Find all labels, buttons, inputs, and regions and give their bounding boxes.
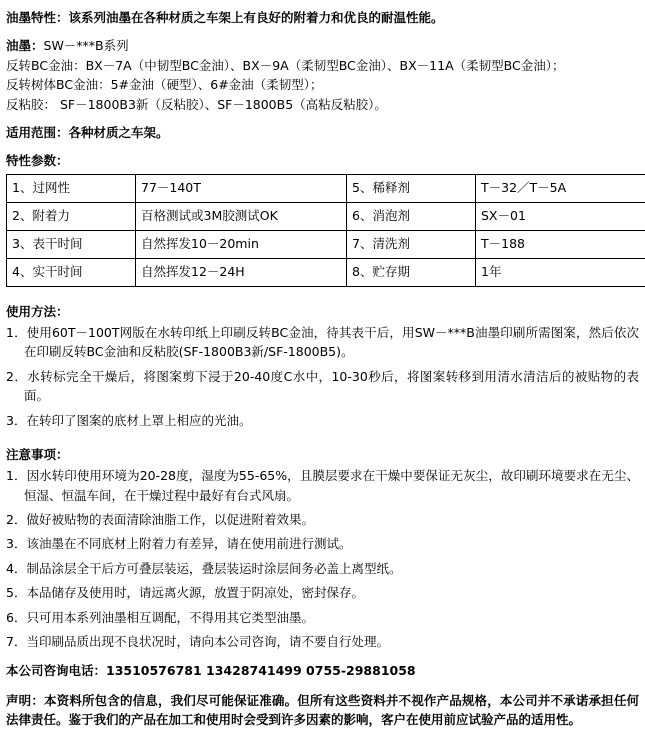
notes-heading: 注意事项： (6, 446, 69, 462)
param-name-2: 2、附着力 (7, 202, 136, 230)
scope-section (6, 123, 639, 142)
param-name-1: 1、过网性 (7, 174, 136, 202)
ink-series: SW－***B系列 (43, 38, 129, 54)
param-value-5: T－32／T－5A (476, 174, 645, 202)
ink-section (6, 36, 639, 114)
param-value-8: 1年 (476, 258, 645, 286)
usage-item-3: 3．在转印了图案的底材上罩上相应的光油。 (6, 412, 252, 428)
usage-section (6, 302, 639, 430)
param-name-8: 8、贮存期 (347, 258, 476, 286)
param-name-6: 6、消泡剂 (347, 202, 476, 230)
params-table (6, 174, 645, 287)
ink-line-2: 反转树体BC金油：5#金油（硬型）、6#金油（柔韧型）； (6, 77, 323, 93)
param-name-4: 4、实干时间 (7, 258, 136, 286)
param-name-3: 3、表干时间 (7, 230, 136, 258)
param-value-1: 77－140T (136, 174, 347, 202)
declaration-heading: 声明： (6, 692, 44, 708)
usage-item-1: 1．使用60T－100T网版在水转印纸上印刷反转BC金油，待其表干后，用SW－***B油墨印刷所需图案，然后依次在印刷反转BC金油和反粘胶(SF-1800B3新/SF-1800B5)。 (6, 325, 639, 360)
notes-item-6: 6．只可用本系列油墨相互调配，不得用其它类型油墨。 (6, 609, 314, 625)
usage-heading: 使用方法： (6, 303, 69, 319)
ink-line-1: 反转BC金油：BX－7A（中韧型BC金油）、BX－9A（柔韧型BC金油）、BX－11A（柔韧型BC金油）； (6, 57, 565, 73)
params-heading: 特性参数： (6, 153, 69, 169)
param-name-5: 5、稀释剂 (347, 174, 476, 202)
param-value-3: 自然挥发10－20min (136, 230, 347, 258)
scope-heading: 适用范围：各种材质之车架。 (6, 124, 169, 140)
declaration-text: 本资料所包含的信息，我们尽可能保证准确。但所有这些资料并不视作产品规格，本公司并不承诺承担任何法律责任。鉴于我们的产品在加工和使用时会受到许多因素的影响，客户在使用前应试验产品的适用性。 (6, 692, 639, 727)
param-value-4: 自然挥发12－24H (136, 258, 347, 286)
param-value-6: SX－01 (476, 202, 645, 230)
notes-item-5: 5．本品储存及使用时，请远离火源，放置于阴凉处，密封保存。 (6, 585, 364, 601)
params-section (6, 151, 639, 286)
ink-line-0 (6, 36, 639, 55)
ink-line-3: 反粘胶： SF－1800B3新（反粘胶）、SF－1800B5（高粘反粘胶）。 (6, 96, 387, 112)
notes-item-4: 4．制品涂层全干后方可叠层装运，叠层装运时涂层间务必盖上离型纸。 (6, 560, 402, 576)
usage-item-2: 2．水转标完全干燥后，将图案剪下浸于20-40度C水中，10-30秒后，将图案转移到用清水清洁后的被贴物的表面。 (6, 368, 639, 404)
notes-item-3: 3．该油墨在不同底材上附着力有差异，请在使用前进行测试。 (6, 536, 352, 552)
ink-label: 油墨： (6, 38, 44, 54)
table-row (7, 258, 645, 286)
features-heading: 油墨特性： (6, 10, 69, 25)
notes-section (6, 445, 639, 651)
table-row (7, 230, 645, 258)
param-name-7: 7、清洗剂 (347, 230, 476, 258)
features-text: 该系列油墨在各种材质之车架上有良好的附着力和优良的耐温性能。 (68, 10, 444, 25)
notes-item-7: 7．当印刷品质出现不良状况时，请向本公司咨询，请不要自行处理。 (6, 633, 389, 649)
contact-phone: 本公司咨询电话：13510576781 13428741499 0755-29881058 (6, 663, 416, 679)
notes-item-2: 2．做好被贴物的表面清除油脂工作，以促进附着效果。 (6, 512, 314, 527)
param-value-2: 百格测试或3M胶测试OK (136, 202, 347, 230)
features-line (6, 8, 639, 27)
declaration (6, 691, 639, 730)
param-value-7: T－188 (476, 230, 645, 258)
features-section (6, 8, 639, 27)
notes-item-1: 1．因水转印使用环境为20-28度，湿度为55-65%，且膜层要求在干燥中要保证无灰尘，故印刷环境要求在无尘、恒湿、恒温车间，在干燥过程中最好有台式风扇。 (6, 468, 639, 503)
table-row (7, 174, 645, 202)
table-row (7, 202, 645, 230)
